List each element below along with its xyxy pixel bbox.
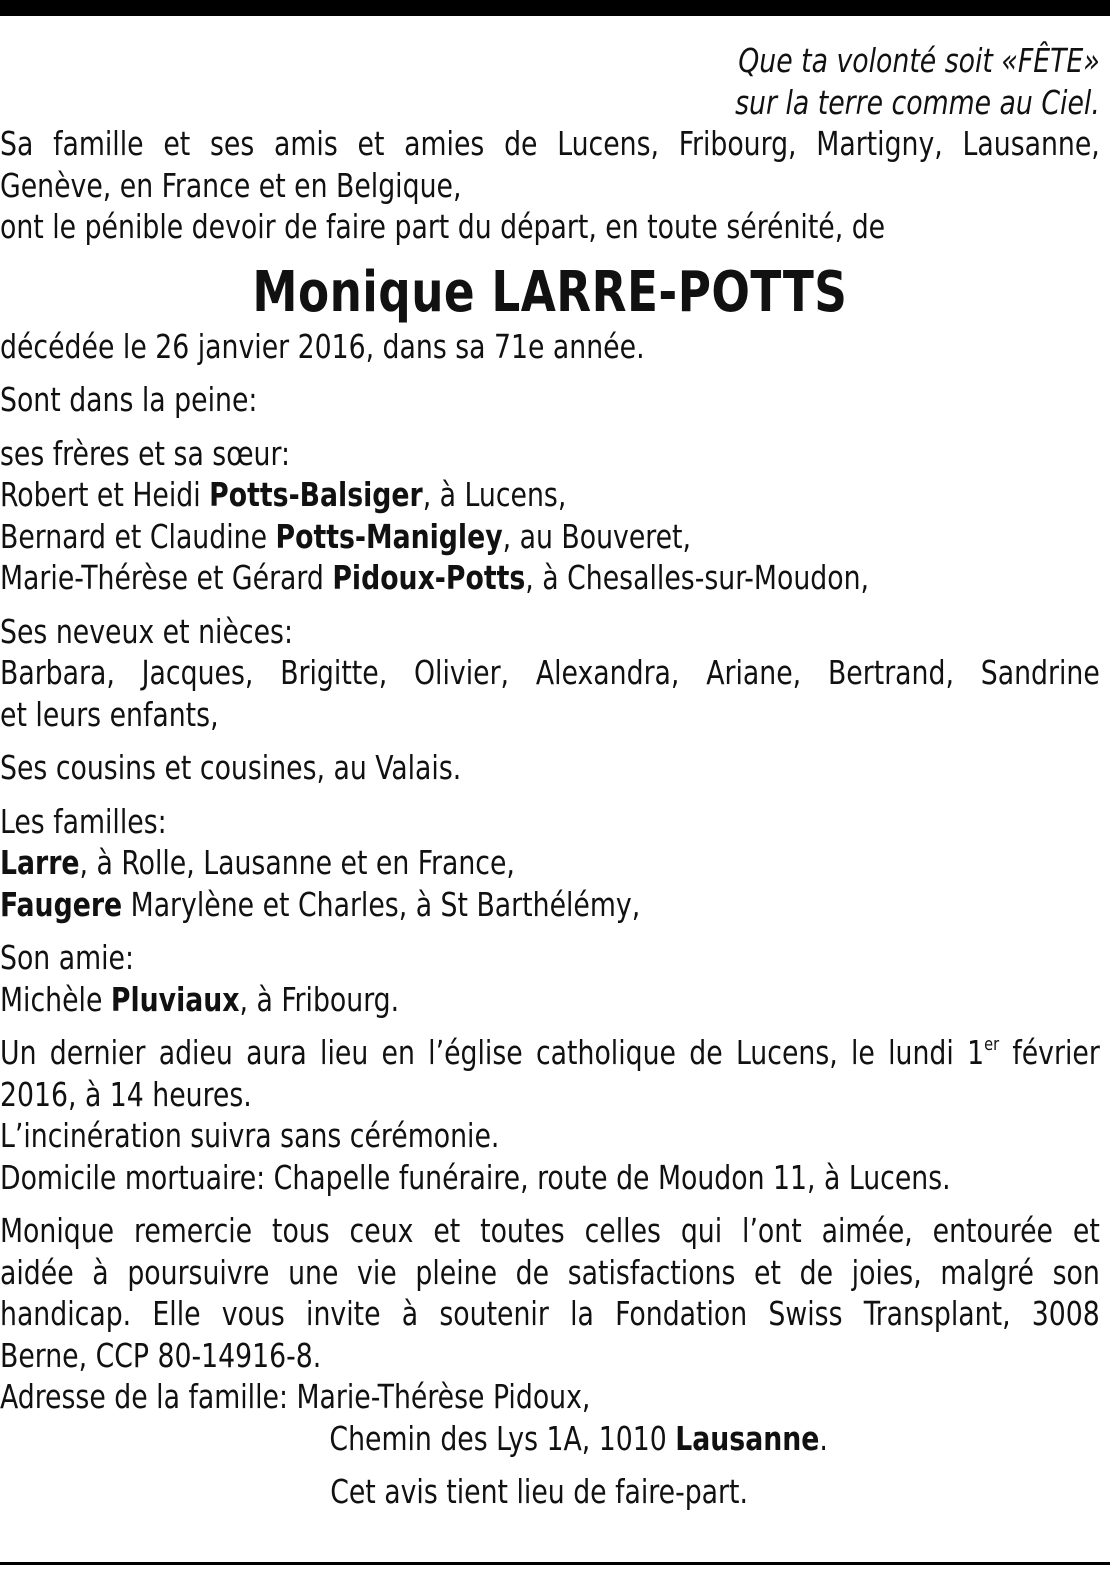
ceremony-line-2: 2016, à 14 heures. (0, 1074, 252, 1114)
thanks-line-3: handicap. Elle vous invite à soutenir la Fondation Swiss Transplant, 3008 (0, 1294, 1100, 1333)
family-entry-2: Faugere Marylène et Charles, à St Barthélémy, (0, 884, 641, 924)
intro-line-2: Genève, en France et en Belgique, (0, 165, 462, 205)
siblings-heading: ses frères et sa sœur: (0, 433, 290, 473)
families-heading: Les familles: (0, 801, 167, 841)
ceremony-line-3: L’incinération suivra sans cérémonie. (0, 1116, 500, 1155)
sibling-entry-1: Robert et Heidi Potts-Balsiger, à Lucens, (0, 475, 567, 514)
intro-line-1: Sa famille et ses amis et amies de Lucens, Fribourg, Martigny, Lausanne, (0, 124, 1100, 163)
address-line-1: Adresse de la famille: Marie-Thérèse Pidoux, (0, 1377, 591, 1416)
cousins-line: Ses cousins et cousines, au Valais. (0, 748, 462, 787)
deceased-name: Monique LARRE-POTTS (252, 259, 848, 325)
nephews-line-1: Barbara, Jacques, Brigitte, Olivier, Alexandra, Ariane, Bertrand, Sandrine (0, 653, 1100, 692)
thanks-line-1: Monique remercie tous ceux et toutes celles qui l’ont aimée, entourée et (0, 1211, 1100, 1250)
thanks-line-2: aidée à poursuivre une vie pleine de satisfactions et de joies, malgré son (0, 1252, 1100, 1292)
nephews-heading: Ses neveux et nièces: (0, 611, 293, 651)
closing-line: Cet avis tient lieu de faire-part. (330, 1472, 748, 1511)
sibling-entry-3: Marie-Thérèse et Gérard Pidoux-Potts, à Chesalles-sur-Moudon, (0, 558, 869, 597)
address-line-2: Chemin des Lys 1A, 1010 Lausanne. (329, 1418, 828, 1458)
intro-line-3: ont le pénible devoir de faire part du départ, en toute sérénité, de (0, 207, 886, 246)
ceremony-line-4: Domicile mortuaire: Chapelle funéraire, route de Moudon 11, à Lucens. (0, 1157, 951, 1197)
bottom-rule (0, 1562, 1110, 1565)
friend-entry: Michèle Pluviaux, à Fribourg. (0, 979, 400, 1019)
top-rule (0, 0, 1110, 16)
family-entry-1: Larre, à Rolle, Lausanne et en France, (0, 843, 515, 882)
sibling-entry-2: Bernard et Claudine Potts-Manigley, au Bouveret, (0, 516, 691, 556)
friend-heading: Son amie: (0, 938, 135, 977)
thanks-line-4: Berne, CCP 80-14916-8. (0, 1335, 322, 1375)
ceremony-line-1: Un dernier adieu aura lieu en l’église catholique de Lucens, le lundi 1er février (0, 1033, 1100, 1072)
epigraph-line-2: sur la terre comme au Ciel. (735, 82, 1100, 122)
epigraph-line-1: Que ta volonté soit «FÊTE» (738, 41, 1100, 80)
death-details: décédée le 26 janvier 2016, dans sa 71e année. (0, 326, 645, 366)
grief-heading: Sont dans la peine: (0, 380, 258, 419)
obituary-notice (0, 40, 1100, 1513)
nephews-line-2: et leurs enfants, (0, 694, 219, 734)
